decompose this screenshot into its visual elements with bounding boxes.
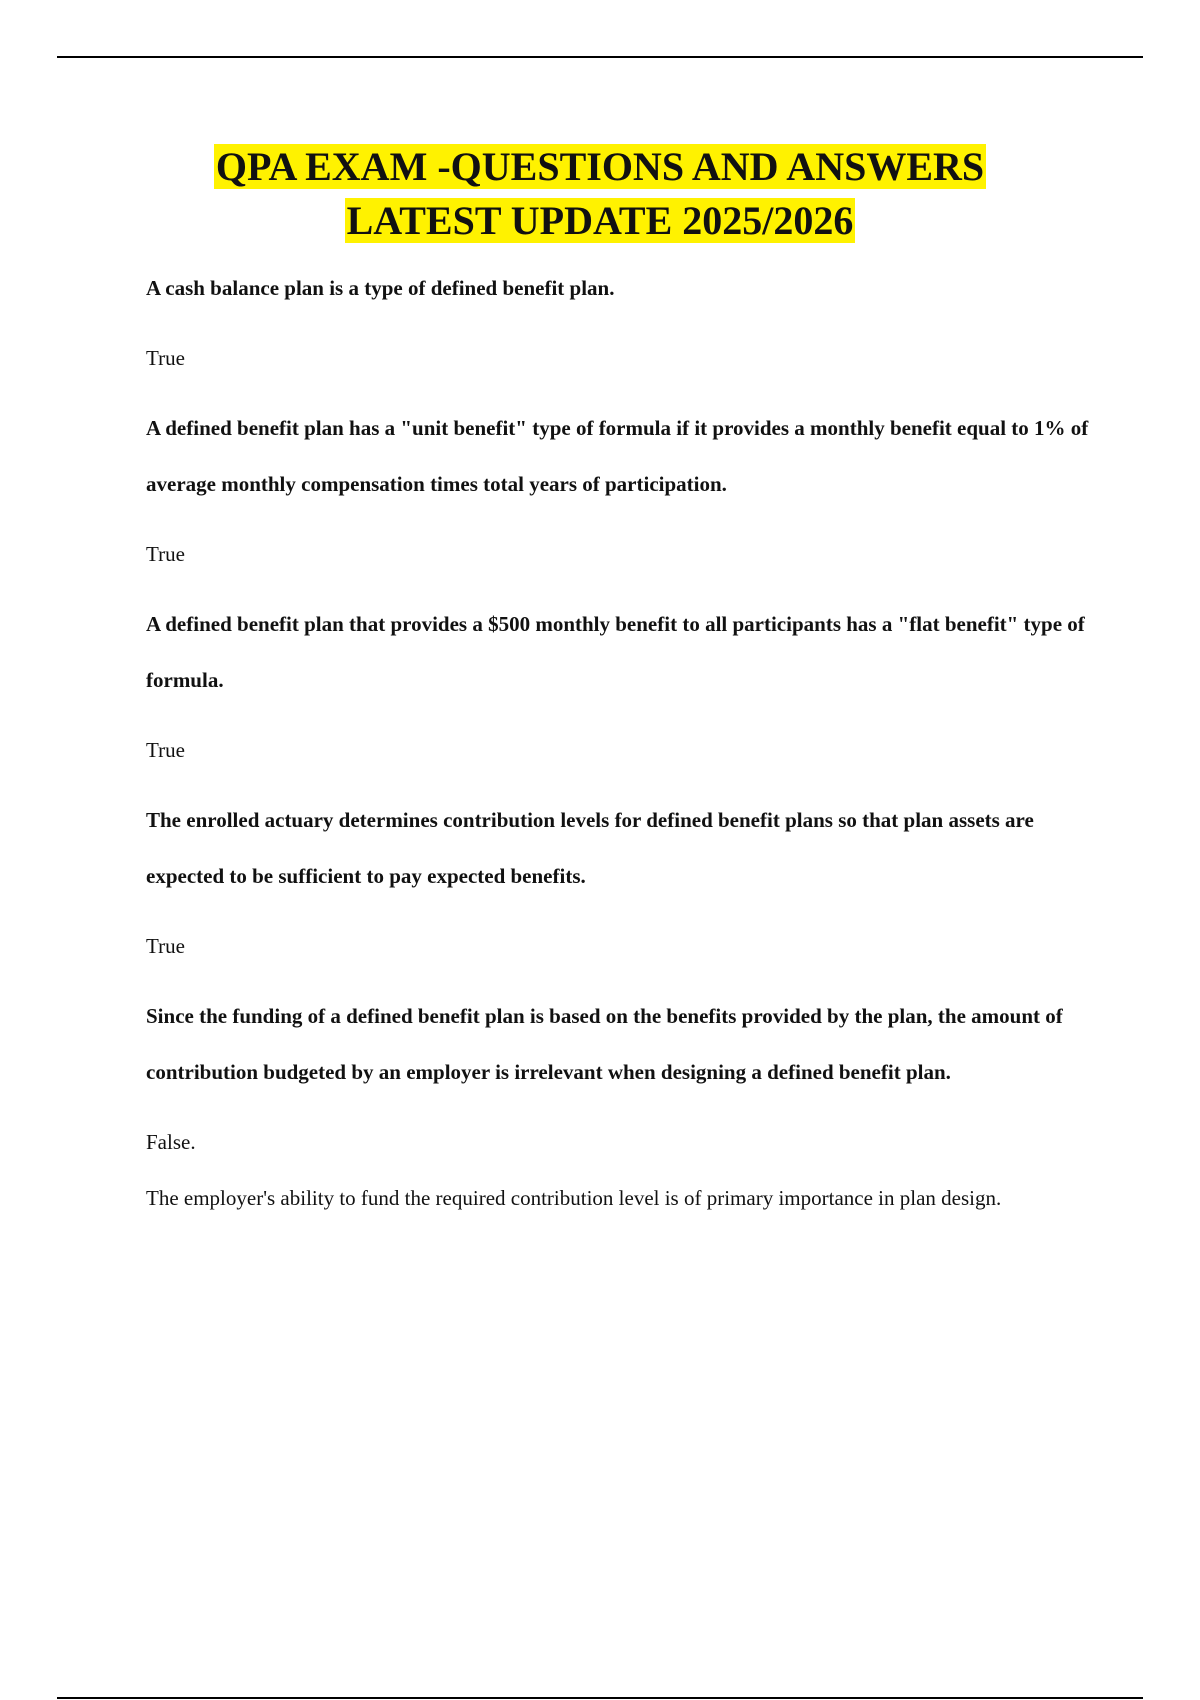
title-line-2 xyxy=(0,194,1200,248)
question-text: Since the funding of a defined benefit plan is based on the benefits provided by the plan, the amount of contribution budgeted by an employer is irrelevant when designing a defined benefit plan. xyxy=(146,1004,1063,1084)
bottom-rule xyxy=(57,1697,1143,1699)
document-title xyxy=(0,140,1200,248)
answer-text: True xyxy=(146,738,185,762)
qa-item xyxy=(146,988,1096,1226)
answer-text: True xyxy=(146,346,185,370)
title-highlight-2: LATEST UPDATE 2025/2026 xyxy=(346,198,854,243)
question-text: A defined benefit plan that provides a $500 monthly benefit to all participants has a "flat benefit" type of formula. xyxy=(146,612,1085,692)
answer-text: True xyxy=(146,934,185,958)
question-text: A cash balance plan is a type of defined benefit plan. xyxy=(146,276,615,300)
top-rule xyxy=(57,56,1143,58)
qa-item xyxy=(146,792,1096,988)
qa-list xyxy=(146,260,1096,1226)
answer-text: True xyxy=(146,542,185,566)
qa-item xyxy=(146,596,1096,792)
question-text: The enrolled actuary determines contribution levels for defined benefit plans so that plan assets are expected to be sufficient to pay expected benefits. xyxy=(146,808,1034,888)
question-text: A defined benefit plan has a "unit benefit" type of formula if it provides a monthly benefit equal to 1% of average monthly compensation times total years of participation. xyxy=(146,416,1089,496)
answer-explanation: The employer's ability to fund the required contribution level is of primary importance in plan design. xyxy=(146,1186,1002,1210)
title-line-1 xyxy=(0,140,1200,194)
qa-item xyxy=(146,260,1096,400)
answer-text: False. xyxy=(146,1130,196,1154)
qa-item xyxy=(146,400,1096,596)
title-highlight-1: QPA EXAM -QUESTIONS AND ANSWERS xyxy=(215,144,985,189)
